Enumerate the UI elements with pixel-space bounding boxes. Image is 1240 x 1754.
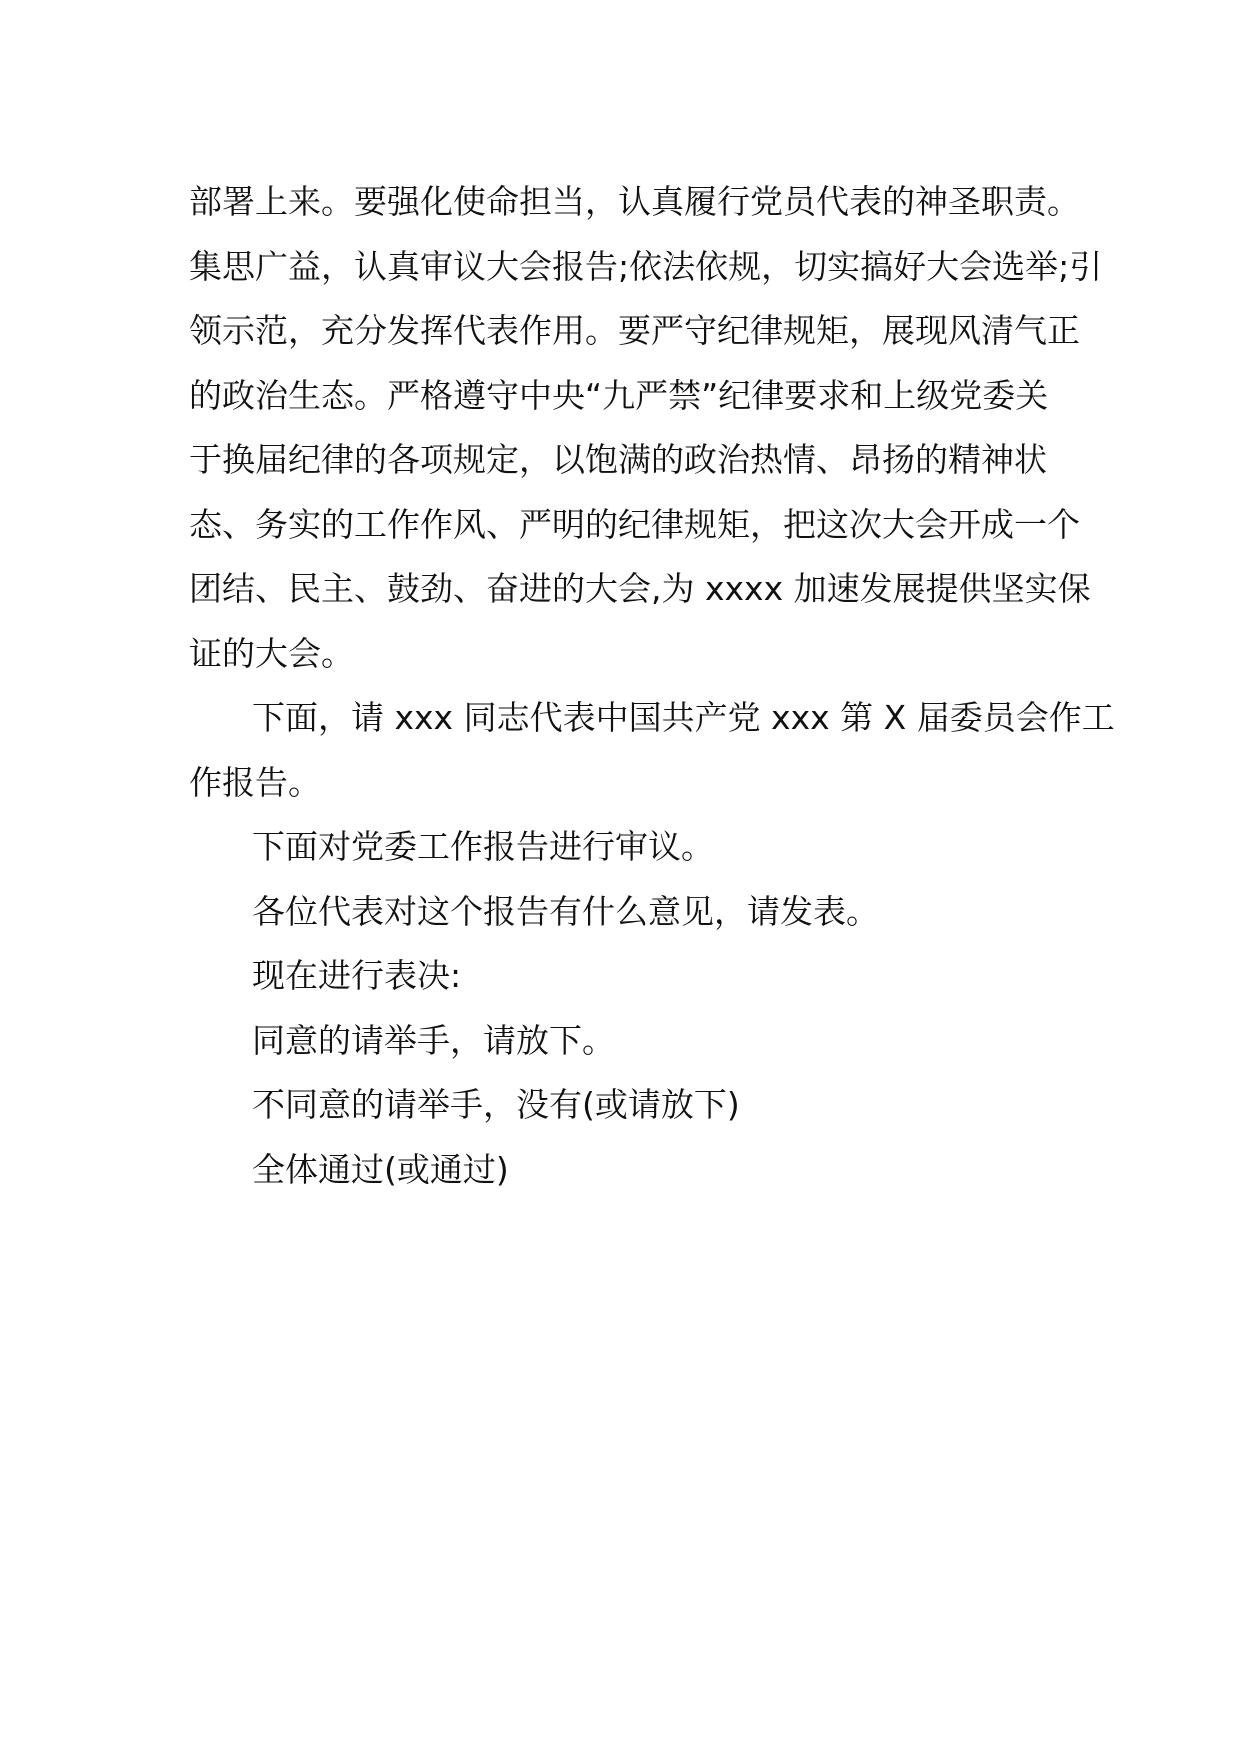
paragraph-line: 同意的请举手，请放下。	[252, 1020, 615, 1060]
paragraph-line: 下面对党委工作报告进行审议。	[252, 827, 714, 866]
body-line: 集思广益，认真审议大会报告;依法依规，切实搞好大会选举;引	[189, 246, 1103, 286]
body-line: 部署上来。要强化使命担当，认真履行党员代表的神圣职责。	[189, 182, 1080, 221]
paragraph-line: 下面，请 xxx 同志代表中国共产党 xxx 第 X 届委员会作工	[252, 698, 1115, 737]
body-line: 的政治生态。严格遵守中央“九严禁”纪律要求和上级党委关	[189, 375, 1049, 415]
paragraph-line: 不同意的请举手，没有(或请放下)	[252, 1085, 740, 1124]
paragraph-line: 各位代表对这个报告有什么意见，请发表。	[252, 891, 879, 931]
paragraph-line: 全体通过(或通过)	[252, 1149, 509, 1189]
body-line: 团结、民主、鼓劲、奋进的大会,为 xxxx 加速发展提供坚实保	[189, 569, 1091, 608]
paragraph-line: 现在进行表决:	[252, 956, 462, 995]
body-line: 于换届纪律的各项规定，以饱满的政治热情、昂扬的精神状	[189, 440, 1047, 479]
body-line: 领示范，充分发挥代表作用。要严守纪律规矩，展现风清气正	[189, 311, 1080, 350]
body-line: 作报告。	[189, 762, 321, 802]
body-line: 态、务实的工作作风、严明的纪律规矩，把这次大会开成一个	[189, 504, 1080, 544]
document-body	[189, 170, 1115, 1202]
body-line: 证的大会。	[189, 633, 354, 673]
